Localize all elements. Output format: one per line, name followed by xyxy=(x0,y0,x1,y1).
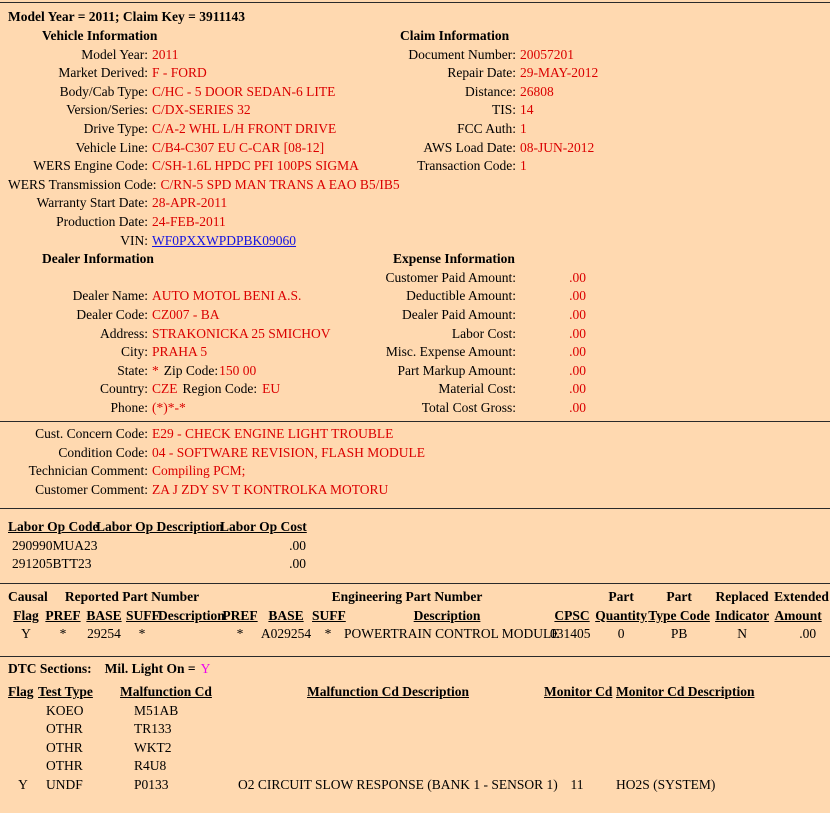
col-header-pref2: PREF xyxy=(222,607,258,623)
col-header-indicator: Indicator xyxy=(715,607,770,623)
field-value: C/A-2 WHL L/H FRONT DRIVE xyxy=(152,120,337,136)
field-label: Document Number: xyxy=(408,46,516,62)
dtc-malfunction-desc xyxy=(238,703,538,722)
dtc-monitor-cd: 11 xyxy=(570,776,584,792)
dtc-monitor-cd xyxy=(538,703,616,722)
cpsc-value: 031405 xyxy=(550,626,591,642)
col-header-suff1: SUFF xyxy=(126,607,160,623)
col-header-desc1: Description xyxy=(158,607,225,623)
dtc-monitor-desc: HO2S (SYSTEM) xyxy=(616,776,716,792)
field-label: Distance: xyxy=(465,83,516,99)
dtc-monitor-desc xyxy=(616,740,822,759)
dtc-row xyxy=(8,740,822,759)
col-header-type-code: Type Code xyxy=(648,607,710,623)
vehicle-info-heading-row xyxy=(8,28,385,47)
engineering-base: A029254 xyxy=(260,626,312,642)
labor-col-header: Labor Op Cost xyxy=(220,519,307,534)
field-value: 14 xyxy=(520,102,534,118)
labor-row xyxy=(8,538,312,557)
expense-row xyxy=(385,307,822,326)
reported-base: 29254 xyxy=(87,626,121,642)
field-value: .00 xyxy=(569,306,586,322)
info-row xyxy=(8,195,385,214)
info-row xyxy=(385,140,822,159)
blank-row xyxy=(385,195,822,214)
state-label: State: xyxy=(117,362,148,378)
field-label: Deductible Amount: xyxy=(406,288,516,304)
field-label: Vehicle Line: xyxy=(75,139,148,155)
concern-section xyxy=(8,426,822,500)
dtc-malfunction-cd: TR133 xyxy=(134,721,172,737)
page-title: Model Year = 2011; Claim Key = 3911143 xyxy=(8,9,245,24)
labor-op-cost: .00 xyxy=(289,537,306,553)
field-label: Production Date: xyxy=(56,213,148,229)
causal-part-table xyxy=(8,589,829,645)
field-label: Dealer Code: xyxy=(76,306,148,322)
dtc-test-type: OTHR xyxy=(46,739,83,755)
dealer-info-heading-row xyxy=(8,251,385,270)
info-row xyxy=(8,47,385,66)
field-value: 1 xyxy=(520,120,527,136)
expense-row xyxy=(385,381,822,400)
expense-row xyxy=(385,270,822,289)
dtc-row xyxy=(8,721,822,740)
labor-op-code: 291205BTT23 xyxy=(12,556,92,572)
info-row xyxy=(8,214,385,233)
field-label: TIS: xyxy=(491,102,516,118)
dtc-monitor-cd xyxy=(538,721,616,740)
field-value: 29-MAY-2012 xyxy=(520,65,599,81)
field-value: E29 - CHECK ENGINE LIGHT TROUBLE xyxy=(152,426,394,441)
part-quantity: 0 xyxy=(617,626,625,642)
field-label: Market Derived: xyxy=(58,65,148,81)
causal-group-header-row xyxy=(8,589,822,608)
group-header-causal: Causal xyxy=(8,589,48,604)
field-value: C/SH-1.6L HPDC PFI 100PS SIGMA xyxy=(152,158,359,174)
field-label: Transaction Code: xyxy=(417,158,516,174)
info-row xyxy=(385,47,822,66)
extended-amount: .00 xyxy=(799,626,817,642)
phone-value: (*)*-* xyxy=(152,399,186,415)
dtc-col-header-test-type: Test Type xyxy=(38,684,93,699)
field-label: Customer Paid Amount: xyxy=(385,269,516,285)
info-row xyxy=(8,344,385,363)
concern-row xyxy=(8,482,822,501)
info-row xyxy=(8,65,385,84)
labor-op-cost: .00 xyxy=(289,556,306,572)
field-value: .00 xyxy=(569,399,586,415)
reported-suff: * xyxy=(138,626,146,642)
field-label: WERS Engine Code: xyxy=(33,158,148,174)
expense-row xyxy=(385,326,822,345)
field-value: 28-APR-2011 xyxy=(152,195,228,211)
phone-label: Phone: xyxy=(110,399,148,415)
dtc-monitor-cd xyxy=(538,740,616,759)
blank-row xyxy=(385,177,822,196)
dtc-malfunction-desc xyxy=(238,721,538,740)
mil-light-value: Y xyxy=(200,661,211,676)
expense-row xyxy=(385,363,822,382)
phone-row xyxy=(8,400,385,419)
field-value: C/DX-SERIES 32 xyxy=(152,102,251,118)
field-label: Material Cost: xyxy=(438,381,516,397)
col-header-flag: Flag xyxy=(13,607,39,623)
dtc-test-type: KOEO xyxy=(46,702,84,718)
dtc-col-header-malfunction-desc: Malfunction Cd Description xyxy=(307,684,469,699)
dtc-malfunction-cd: WKT2 xyxy=(134,739,172,755)
blank-row xyxy=(385,214,822,233)
field-label: Misc. Expense Amount: xyxy=(385,344,516,360)
zip-value: 150 00 xyxy=(219,362,257,378)
field-value: 20057201 xyxy=(520,46,574,62)
field-label: City: xyxy=(120,344,148,360)
field-label: Labor Cost: xyxy=(451,325,516,341)
labor-op-code: 290990MUA23 xyxy=(12,537,98,553)
dtc-test-type: OTHR xyxy=(46,721,83,737)
dtc-monitor-desc xyxy=(616,721,822,740)
field-value: STRAKONICKA 25 SMICHOV xyxy=(152,325,331,341)
dtc-flag xyxy=(8,703,38,722)
info-row xyxy=(8,140,385,159)
dtc-sections-label: DTC Sections: xyxy=(8,661,92,676)
group-header-engineering: Engineering Part Number xyxy=(331,589,483,604)
country-value: CZE xyxy=(152,381,178,397)
state-zip-row xyxy=(8,363,385,382)
dtc-flag xyxy=(8,758,38,777)
reported-description xyxy=(158,626,220,645)
info-row xyxy=(385,65,822,84)
dealer-info-heading: Dealer Information xyxy=(42,251,154,267)
expense-row xyxy=(385,400,822,419)
field-value: Compiling PCM; xyxy=(152,463,246,479)
dtc-header-line xyxy=(8,661,210,677)
field-value: .00 xyxy=(569,325,586,341)
field-label: Dealer Paid Amount: xyxy=(402,306,516,322)
col-header-amount: Amount xyxy=(774,607,822,623)
info-row xyxy=(385,158,822,177)
field-value: AUTO MOTOL BENI A.S. xyxy=(152,288,302,304)
field-label: Version/Series: xyxy=(66,102,148,118)
dtc-flag xyxy=(8,721,38,740)
dtc-malfunction-desc: O2 CIRCUIT SLOW RESPONSE (BANK 1 - SENSOR 1) xyxy=(238,776,558,792)
group-header-part-type: Part xyxy=(666,589,692,604)
field-value: .00 xyxy=(569,381,586,397)
country-label: Country: xyxy=(99,381,148,397)
field-label: FCC Auth: xyxy=(457,120,516,136)
engineering-description: POWERTRAIN CONTROL MODULE xyxy=(344,626,560,642)
vin-row xyxy=(8,233,385,252)
dtc-col-header-monitor-desc: Monitor Cd Description xyxy=(616,684,755,699)
concern-row xyxy=(8,426,822,445)
field-label: AWS Load Date: xyxy=(423,139,516,155)
info-row xyxy=(8,102,385,121)
expense-row xyxy=(385,344,822,363)
field-value: 08-JUN-2012 xyxy=(520,139,595,155)
field-label: Part Markup Amount: xyxy=(397,362,516,378)
labor-row xyxy=(8,556,312,575)
field-value: ZA J ZDY SV T KONTROLKA MOTORU xyxy=(152,481,389,497)
field-label: Total Cost Gross: xyxy=(421,399,516,415)
info-row xyxy=(8,307,385,326)
dtc-row xyxy=(8,703,822,722)
col-header-quantity: Quantity xyxy=(595,607,647,623)
field-label: Cust. Concern Code: xyxy=(35,426,148,441)
dtc-monitor-desc xyxy=(616,703,822,722)
field-value: 1 xyxy=(520,158,527,174)
field-value: 2011 xyxy=(152,46,179,62)
col-header-base2: BASE xyxy=(268,607,304,623)
group-header-part-qty: Part xyxy=(608,589,634,604)
group-header-extended: Extended xyxy=(774,589,829,604)
field-label: Address: xyxy=(100,325,148,341)
expense-row xyxy=(385,288,822,307)
field-value: .00 xyxy=(569,344,586,360)
field-label: Drive Type: xyxy=(83,120,148,136)
field-value: 24-FEB-2011 xyxy=(152,213,226,229)
labor-op-description xyxy=(96,538,220,557)
dtc-table xyxy=(8,684,822,796)
concern-row xyxy=(8,463,822,482)
region-value: EU xyxy=(262,381,281,397)
field-value: .00 xyxy=(569,362,586,378)
dtc-test-type: UNDF xyxy=(46,776,83,792)
expense-info-heading: Expense Information xyxy=(393,251,515,267)
section-rule xyxy=(0,508,830,509)
dtc-flag xyxy=(8,740,38,759)
vin-label: VIN: xyxy=(120,232,148,248)
dtc-malfunction-desc xyxy=(238,758,538,777)
dtc-col-header-flag: Flag xyxy=(8,684,34,699)
right-column xyxy=(385,28,822,418)
section-rule xyxy=(0,583,830,584)
field-label: Model Year: xyxy=(81,46,148,62)
state-value: * xyxy=(152,362,159,378)
left-column xyxy=(8,28,400,418)
dtc-header-row xyxy=(8,684,822,703)
field-value: 04 - SOFTWARE REVISION, FLASH MODULE xyxy=(152,444,426,460)
info-row xyxy=(385,84,822,103)
info-row xyxy=(8,176,400,196)
labor-op-table xyxy=(8,519,312,575)
vin-link[interactable]: WF0PXXWPDPBK09060 xyxy=(152,232,297,248)
field-value: .00 xyxy=(569,288,586,304)
field-value: .00 xyxy=(569,269,586,285)
field-value: C/HC - 5 DOOR SEDAN-6 LITE xyxy=(152,83,336,99)
field-value: C/RN-5 SPD MAN TRANS A EAO B5/IB5 xyxy=(160,176,400,192)
field-value: 26808 xyxy=(520,83,554,99)
dtc-malfunction-cd: M51AB xyxy=(134,702,179,718)
col-header-desc2: Description xyxy=(413,607,481,623)
field-value: C/B4-C307 EU C-CAR [08-12] xyxy=(152,139,325,155)
field-label: WERS Transmission Code: xyxy=(8,176,157,192)
field-label: Repair Date: xyxy=(447,65,516,81)
info-row xyxy=(385,121,822,140)
dtc-monitor-cd xyxy=(538,758,616,777)
dtc-malfunction-desc xyxy=(238,740,538,759)
engineering-suff: * xyxy=(324,626,332,642)
info-row xyxy=(8,288,385,307)
col-header-cpsc: CPSC xyxy=(554,607,590,623)
dtc-col-header-monitor-cd: Monitor Cd xyxy=(544,684,613,699)
causal-data-row xyxy=(8,626,822,645)
group-header-reported: Reported Part Number xyxy=(64,589,200,604)
field-value: F - FORD xyxy=(152,65,207,81)
field-label: Technician Comment: xyxy=(28,463,148,479)
field-value: CZ007 - BA xyxy=(152,306,220,322)
section-rule xyxy=(0,656,830,657)
dtc-row xyxy=(8,777,822,796)
field-label: Warranty Start Date: xyxy=(36,195,148,211)
col-header-pref1: PREF xyxy=(45,607,81,623)
info-row xyxy=(8,158,385,177)
dtc-row xyxy=(8,758,822,777)
vehicle-info-heading: Vehicle Information xyxy=(42,28,158,43)
dtc-flag: Y xyxy=(18,776,28,792)
claim-info-heading-row xyxy=(385,28,822,47)
mil-light-label: Mil. Light On = xyxy=(104,661,196,676)
info-row xyxy=(385,102,822,121)
col-header-suff2: SUFF xyxy=(312,607,346,623)
field-label: Dealer Name: xyxy=(72,288,148,304)
blank-row xyxy=(385,233,822,252)
part-type-code: PB xyxy=(670,626,688,642)
top-rule xyxy=(0,2,830,3)
col-header-base1: BASE xyxy=(86,607,122,623)
dtc-col-header-malfunction-cd: Malfunction Cd xyxy=(120,684,212,699)
claim-info-heading: Claim Information xyxy=(400,28,510,43)
engineering-pref: * xyxy=(236,626,244,642)
expense-info-heading-row xyxy=(385,251,822,270)
info-row xyxy=(8,84,385,103)
dtc-test-type: OTHR xyxy=(46,758,83,774)
section-rule xyxy=(0,421,830,422)
causal-col-header-row xyxy=(8,608,822,627)
field-label: Condition Code: xyxy=(58,444,148,460)
region-label: Region Code: xyxy=(182,381,258,397)
country-region-row xyxy=(8,381,385,400)
blank-row xyxy=(8,270,385,289)
info-row xyxy=(8,121,385,140)
labor-col-header: Labor Op Code xyxy=(8,519,99,534)
reported-pref: * xyxy=(59,626,67,642)
field-label: Body/Cab Type: xyxy=(59,83,148,99)
field-value: PRAHA 5 xyxy=(152,344,208,360)
concern-row xyxy=(8,445,822,464)
causal-flag: Y xyxy=(21,626,31,642)
labor-op-description xyxy=(96,556,220,575)
labor-col-header: Labor Op Description xyxy=(96,519,224,534)
group-header-replaced: Replaced xyxy=(715,589,769,604)
field-label: Customer Comment: xyxy=(35,481,148,497)
zip-label: Zip Code: xyxy=(163,362,219,378)
dtc-malfunction-cd: R4U8 xyxy=(134,758,167,774)
info-row xyxy=(8,326,385,345)
dtc-malfunction-cd: P0133 xyxy=(134,776,169,792)
dtc-monitor-desc xyxy=(616,758,822,777)
replaced-indicator: N xyxy=(737,626,747,642)
labor-header-row xyxy=(8,519,312,538)
